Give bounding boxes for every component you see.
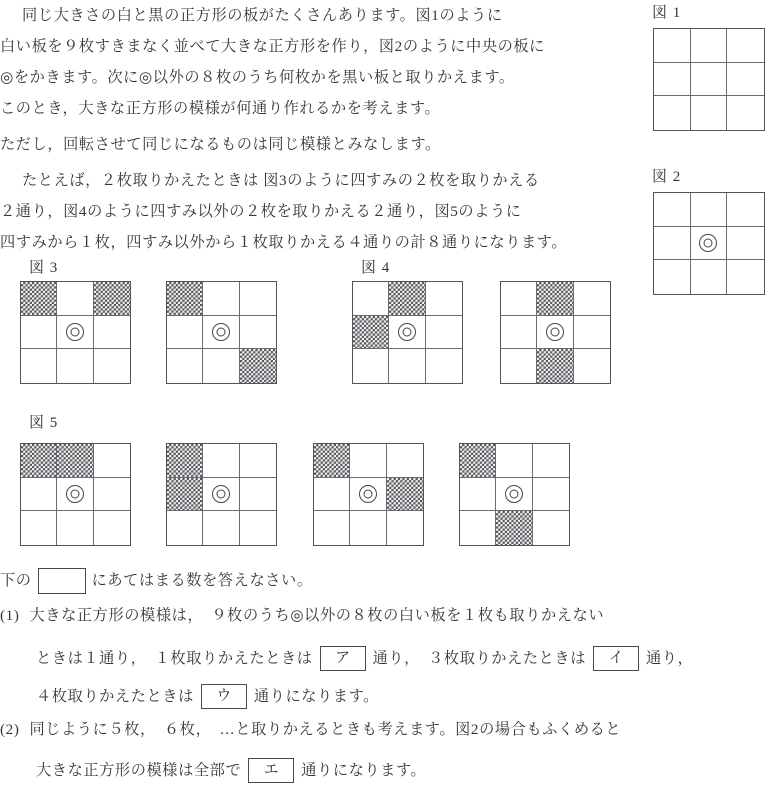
grid-cell [240, 282, 276, 316]
grid-cell [167, 478, 203, 512]
question-1-line-3 [36, 684, 379, 709]
grid-cell [21, 349, 57, 383]
center-double-circle-icon [212, 485, 230, 503]
figure-3-grid-2 [166, 281, 277, 384]
grid-cell [240, 511, 276, 545]
grid-cell [654, 96, 691, 130]
center-double-circle-icon [398, 323, 416, 341]
answer-box-a[interactable]: ア [320, 646, 366, 671]
grid-cell [203, 511, 239, 545]
grid-cell [94, 282, 130, 316]
grid-cell [387, 478, 423, 512]
question-1-text-e: 通りになります。 [253, 687, 379, 705]
body-line-1: 同じ大きさの白と黒の正方形の板がたくさんあります。図1のように [22, 7, 503, 24]
grid-cell [496, 444, 532, 478]
grid-cell [57, 349, 93, 383]
grid-cell [533, 444, 569, 478]
grid-cell [240, 444, 276, 478]
figure-3-label: 図 3 [29, 260, 59, 276]
figure-2-grid [653, 192, 765, 295]
grid-cell [167, 511, 203, 545]
question-1-text-c: 通り， [646, 649, 694, 667]
grid-cell [727, 193, 764, 227]
grid-cell [350, 478, 386, 512]
grid-cell [654, 193, 691, 227]
body-line-3: ◎をかきます。次に◎以外の８枚のうち何枚かを黒い板と取りかえます。 [0, 69, 515, 86]
grid-cell [654, 29, 691, 63]
grid-cell [387, 511, 423, 545]
grid-cell [533, 478, 569, 512]
body-line-6: たとえば，２枚取りかえたときは 図3のように四すみの２枚を取りかえる [22, 172, 540, 189]
grid-cell [727, 29, 764, 63]
instruction-suffix: にあてはまる数を答えなさい。 [91, 572, 313, 590]
grid-cell [167, 444, 203, 478]
body-line-7: ２通り，図4のように四すみ以外の２枚を取りかえる２通り，図5のように [0, 203, 522, 220]
figure-5-grid-1 [20, 443, 131, 546]
question-2-text: 同じように５枚， ６枚， …と取りかえるときも考えます。図2の場合もふくめると [29, 721, 622, 738]
grid-cell [537, 282, 573, 316]
grid-cell [691, 193, 728, 227]
grid-cell [574, 349, 610, 383]
grid-cell [654, 260, 691, 294]
body-line-2: 白い板を９枚すきまなく並べて大きな正方形を作り，図2のように中央の板に [0, 38, 545, 55]
grid-cell [727, 96, 764, 130]
grid-cell [537, 349, 573, 383]
answer-box-i[interactable]: イ [593, 646, 639, 671]
grid-cell [94, 478, 130, 512]
grid-cell [691, 63, 728, 97]
grid-cell [203, 478, 239, 512]
grid-cell [654, 227, 691, 261]
grid-cell [240, 478, 276, 512]
grid-cell [94, 349, 130, 383]
grid-cell [167, 349, 203, 383]
question-2-text-b: 通りになります。 [301, 761, 427, 779]
grid-cell [94, 444, 130, 478]
question-1-text-b: 通り， ３枚取りかえたときは [372, 649, 587, 667]
body-line-8: 四すみから１枚，四すみ以外から１枚取りかえる４通りの計８通りになります。 [0, 234, 568, 251]
grid-cell [57, 316, 93, 350]
grid-cell [654, 63, 691, 97]
grid-cell [21, 511, 57, 545]
question-2-line-1 [0, 722, 621, 737]
grid-cell [94, 316, 130, 350]
figure-4-label: 図 4 [361, 260, 391, 276]
answer-box-u[interactable]: ウ [201, 684, 247, 709]
grid-cell [353, 349, 389, 383]
grid-cell [167, 282, 203, 316]
grid-cell [350, 444, 386, 478]
instruction-line [0, 568, 313, 594]
grid-cell [691, 260, 728, 294]
figure-5-grid-3 [313, 443, 424, 546]
grid-cell [387, 444, 423, 478]
grid-cell [389, 349, 425, 383]
grid-cell [240, 316, 276, 350]
grid-cell [574, 316, 610, 350]
grid-cell [727, 63, 764, 97]
question-1-text-d: ４枚取りかえたときは [36, 687, 194, 705]
body-line-5: ただし，回転させて同じになるものは同じ模様とみなします。 [0, 136, 441, 153]
center-double-circle-icon [359, 485, 377, 503]
answer-box-e[interactable]: エ [248, 758, 294, 783]
grid-cell [727, 260, 764, 294]
grid-cell [21, 444, 57, 478]
figure-4-grid-1 [352, 281, 463, 384]
center-double-circle-icon [546, 323, 564, 341]
grid-cell [240, 349, 276, 383]
grid-cell [389, 282, 425, 316]
grid-cell [314, 511, 350, 545]
grid-cell [203, 349, 239, 383]
grid-cell [203, 316, 239, 350]
grid-cell [353, 316, 389, 350]
grid-cell [501, 316, 537, 350]
grid-cell [350, 511, 386, 545]
grid-cell [389, 316, 425, 350]
grid-cell [426, 349, 462, 383]
grid-cell [496, 511, 532, 545]
grid-cell [691, 29, 728, 63]
question-1-line-2 [36, 646, 693, 671]
question-1-number: (1) [0, 607, 20, 624]
grid-cell [203, 282, 239, 316]
grid-cell [537, 316, 573, 350]
grid-cell [501, 282, 537, 316]
grid-cell [21, 282, 57, 316]
grid-cell [314, 478, 350, 512]
grid-cell [691, 227, 728, 261]
grid-cell [314, 444, 350, 478]
grid-cell [727, 227, 764, 261]
question-1-text: 大きな正方形の模様は， ９枚のうち◎以外の８枚の白い板を１枚も取りかえない [29, 607, 605, 624]
grid-cell [574, 282, 610, 316]
figure-1-grid [653, 28, 765, 131]
grid-cell [167, 316, 203, 350]
question-2-number: (2) [0, 721, 20, 738]
instruction-prefix: 下の [0, 572, 32, 590]
body-line-4: このとき，大きな正方形の模様が何通り作れるかを考えます。 [0, 100, 441, 117]
figure-3-grid-1 [20, 281, 131, 384]
grid-cell [203, 444, 239, 478]
grid-cell [460, 511, 496, 545]
center-double-circle-icon [66, 323, 84, 341]
center-double-circle-icon [505, 485, 523, 503]
center-double-circle-icon [212, 323, 230, 341]
grid-cell [460, 478, 496, 512]
grid-cell [21, 478, 57, 512]
grid-cell [426, 282, 462, 316]
grid-cell [21, 316, 57, 350]
center-double-circle-icon [66, 485, 84, 503]
grid-cell [57, 478, 93, 512]
question-1-line-1 [0, 608, 604, 623]
grid-cell [691, 96, 728, 130]
figure-5-label: 図 5 [29, 415, 59, 431]
figure-5-grid-4 [459, 443, 570, 546]
grid-cell [501, 349, 537, 383]
grid-cell [460, 444, 496, 478]
grid-cell [57, 511, 93, 545]
grid-cell [57, 444, 93, 478]
figure-4-grid-2 [500, 281, 611, 384]
grid-cell [94, 511, 130, 545]
figure-1-label: 図 1 [652, 5, 682, 21]
question-1-text-a: ときは１通り， １枚取りかえたときは [36, 649, 313, 667]
figure-5-grid-2 [166, 443, 277, 546]
figure-2-label: 図 2 [652, 169, 682, 185]
grid-cell [426, 316, 462, 350]
center-double-circle-icon [699, 234, 717, 252]
grid-cell [533, 511, 569, 545]
question-2-text-a: 大きな正方形の模様は全部で [36, 761, 242, 779]
grid-cell [353, 282, 389, 316]
answer-blank-generic[interactable] [38, 568, 86, 594]
question-2-line-2 [36, 758, 426, 783]
grid-cell [496, 478, 532, 512]
grid-cell [57, 282, 93, 316]
